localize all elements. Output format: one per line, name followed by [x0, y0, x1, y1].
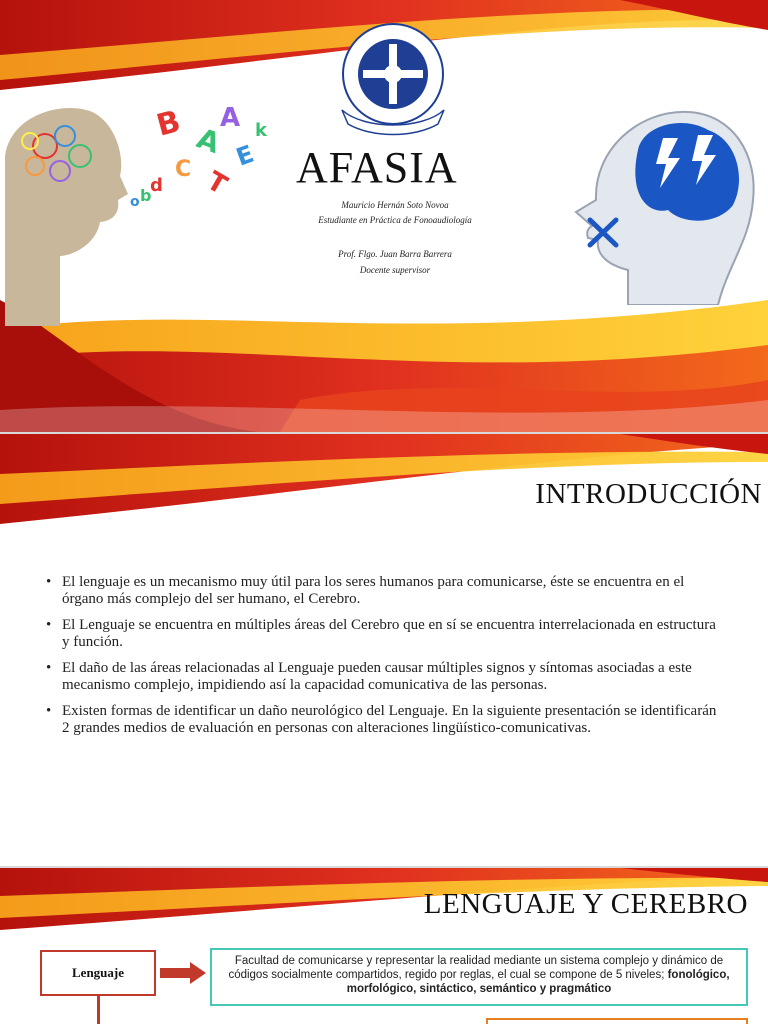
author-name: Mauricio Hernán Soto Novoa — [341, 200, 449, 210]
title-slide — [0, 0, 768, 432]
language-brain-slide — [0, 868, 768, 1024]
svg-text:A: A — [192, 121, 225, 160]
svg-text:A: A — [220, 103, 241, 133]
definition-levels: fonológico, morfológico, sintáctico, semántico y pragmático — [346, 969, 730, 995]
svg-text:C: C — [175, 157, 192, 182]
university-logo — [334, 20, 452, 138]
svg-text:o: o — [130, 194, 140, 210]
arrow-right-icon — [160, 962, 208, 984]
connector-line — [97, 996, 100, 1024]
svg-text:b: b — [140, 186, 152, 205]
lenguaje-box: Lenguaje — [40, 950, 156, 996]
supervisor-role: Docente supervisor — [359, 265, 431, 275]
aphasia-head-illustration — [568, 100, 760, 305]
svg-text:T: T — [201, 166, 232, 201]
bullet-item: • El Lenguaje se encuentra en múltiples áreas del Cerebro que en sí se encuentra interrelacionada en estructura y función. — [44, 617, 724, 651]
svg-text:B: B — [153, 103, 185, 144]
presentation-title: AFASIA — [296, 143, 458, 192]
author-role: Estudiante en Práctica de Fonoaudiología — [318, 215, 472, 225]
slide-title: INTRODUCCIÓN — [535, 478, 762, 510]
bullet-item: • El lenguaje es un mecanismo muy útil para los seres humanos para comunicarse, éste se encuentra en el órgano más complejo del ser humano, el Cerebro. — [44, 574, 724, 608]
bullet-list — [44, 574, 724, 746]
slide-title: LENGUAJE Y CEREBRO — [423, 888, 748, 920]
svg-text:k: k — [255, 120, 267, 141]
bullet-item: • Existen formas de identificar un daño neurológico del Lenguaje. En la siguiente presentación se identificarán 2 grandes medios de evaluación en personas con alteraciones lingüístico-comunicativas. — [44, 703, 724, 737]
definition-text: Facultad de comunicarse y representar la realidad mediante un sistema complejo y dinámico de códigos socialmente compartidos, regido por reglas, el cual se compone de 5 niveles; — [228, 955, 724, 981]
supervisor-name: Prof. Flgo. Juan Barra Barrera — [338, 249, 452, 259]
introduction-slide — [0, 434, 768, 866]
speaking-head-illustration — [0, 96, 290, 326]
svg-text:E: E — [232, 139, 258, 172]
bullet-item: • El daño de las áreas relacionadas al Lenguaje pueden causar múltiples signos y síntomas asociadas a este mecanismo complejo, impidiendo así la capacidad comunicativa de las personas. — [44, 660, 724, 694]
definition-box — [210, 948, 748, 1006]
next-box-edge — [486, 1018, 748, 1024]
svg-text:d: d — [150, 175, 163, 196]
